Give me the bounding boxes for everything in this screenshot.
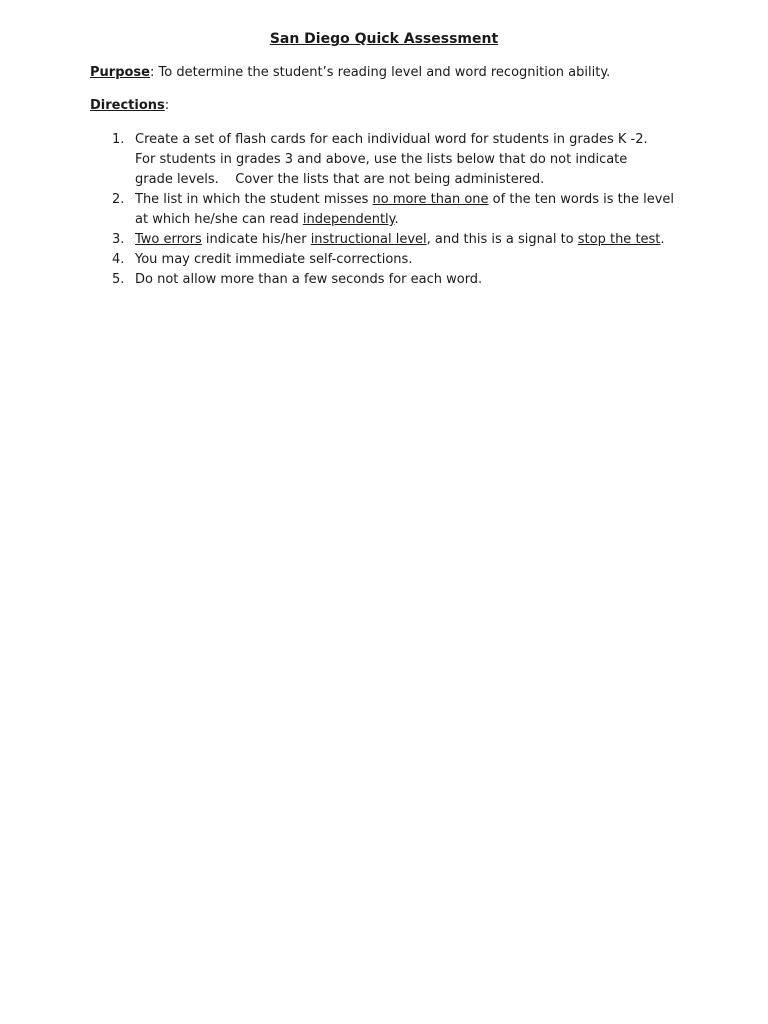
item-3-underline-c: stop the test — [577, 232, 661, 247]
item-2-underline-b: independently — [302, 212, 395, 227]
directions-list — [0, 130, 768, 290]
list-item — [0, 270, 695, 290]
directions-heading — [90, 97, 169, 115]
item-3-text-c: . — [660, 232, 665, 247]
page-title: San Diego Quick Assessment — [269, 31, 499, 47]
purpose-label: Purpose — [90, 65, 150, 80]
item-3-text-b: , and this is a signal to — [426, 232, 578, 247]
list-number: 1. — [112, 132, 125, 147]
directions-label: Directions — [90, 98, 165, 113]
list-item — [0, 230, 695, 250]
purpose-text: : To determine the student’s reading level and word recognition ability. — [150, 65, 611, 80]
purpose-line — [90, 64, 610, 82]
list-item — [0, 130, 695, 190]
item-1-line-3: grade levels. Cover the lists that are not being administered. — [135, 172, 545, 187]
list-item — [0, 190, 695, 230]
list-number: 5. — [112, 272, 125, 287]
item-1-line-2: For students in grades 3 and above, use the lists below that do not indicate — [135, 152, 628, 167]
item-2-text-c: at which he/she can read — [135, 212, 303, 227]
item-2-underline-a: no more than one — [372, 192, 489, 207]
list-number: 4. — [112, 252, 125, 267]
directions-suffix: : — [164, 98, 170, 113]
item-3-underline-a: Two errors — [135, 232, 202, 247]
item-3-text-a: indicate his/her — [201, 232, 311, 247]
list-number: 2. — [112, 192, 125, 207]
item-4-text: You may credit immediate self-corrections. — [135, 252, 413, 267]
item-2-text-a: The list in which the student misses — [135, 192, 373, 207]
list-item — [0, 250, 695, 270]
item-2-text-b: of the ten words is the level — [488, 192, 675, 207]
item-1-line-1: Create a set of flash cards for each individual word for students in grades K -2. — [135, 132, 648, 147]
item-2-text-d: . — [394, 212, 399, 227]
item-3-underline-b: instructional level — [310, 232, 427, 247]
item-5-text: Do not allow more than a few seconds for each word. — [135, 272, 483, 287]
list-number: 3. — [112, 232, 125, 247]
